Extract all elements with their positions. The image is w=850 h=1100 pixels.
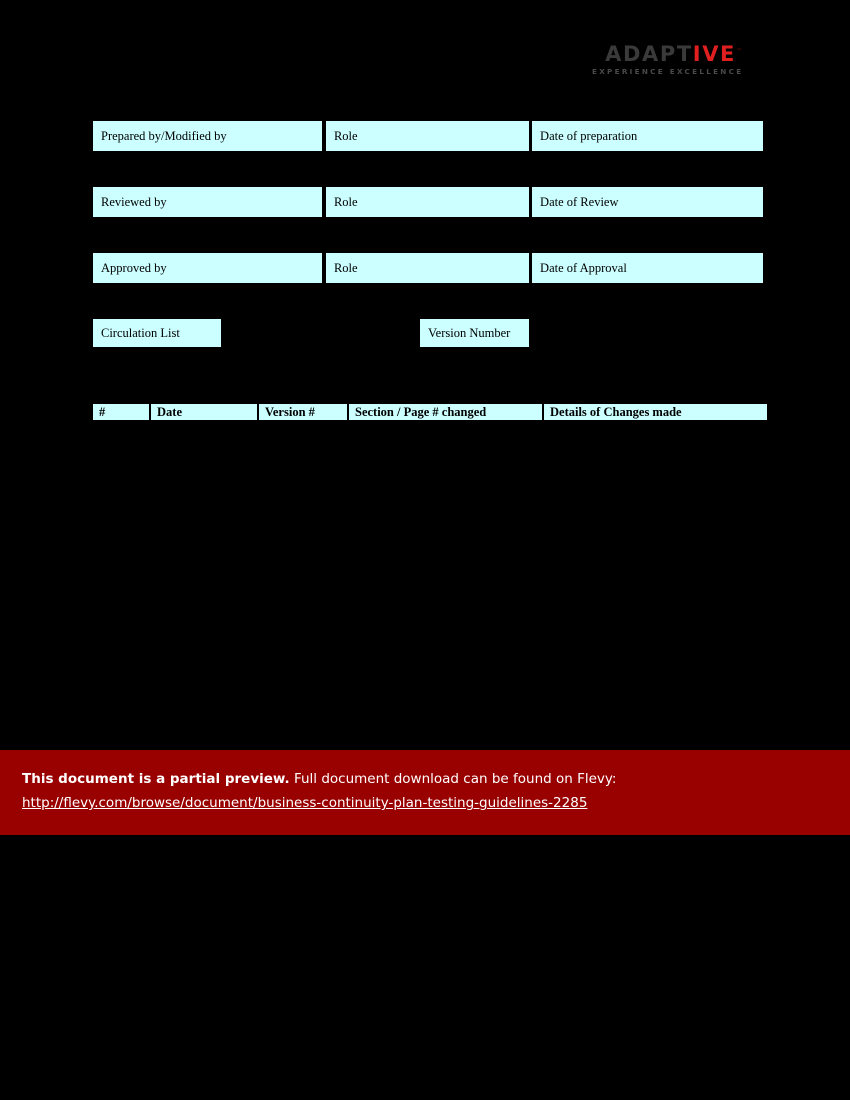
reviewed-by-row — [92, 186, 764, 218]
adaptive-logo — [592, 44, 742, 78]
change-log-header-details: Details of Changes made — [543, 403, 768, 421]
change-log-header-number: # — [92, 403, 150, 421]
prepared-by-role-cell[interactable]: Role — [325, 120, 530, 152]
banner-strong-text: This document is a partial preview. — [22, 771, 290, 787]
prepared-by-date-cell[interactable]: Date of preparation — [531, 120, 764, 152]
logo-tagline: EXPERIENCE EXCELLENCE — [592, 67, 744, 76]
banner-rest-text: Full document download can be found on Flevy: — [293, 771, 617, 787]
change-log-table — [92, 403, 768, 421]
flevy-document-link[interactable]: http://flevy.com/browse/document/business-continuity-plan-testing-guidelines-2285 — [22, 795, 588, 811]
logo-wordmark — [592, 44, 742, 65]
change-log-header-version: Version # — [258, 403, 348, 421]
trademark-symbol: ™ — [736, 48, 742, 55]
approved-by-name-cell[interactable]: Approved by — [92, 252, 323, 284]
change-log-header-section: Section / Page # changed — [348, 403, 543, 421]
circulation-list-box[interactable]: Circulation List — [92, 318, 222, 348]
reviewed-by-date-cell[interactable]: Date of Review — [531, 186, 764, 218]
version-number-box[interactable]: Version Number — [419, 318, 530, 348]
prepared-by-row — [92, 120, 764, 152]
change-log-header-date: Date — [150, 403, 258, 421]
prepared-by-name-cell[interactable]: Prepared by/Modified by — [92, 120, 323, 152]
approved-by-role-cell[interactable]: Role — [325, 252, 530, 284]
logo-word-ive: IVE — [692, 42, 736, 66]
reviewed-by-name-cell[interactable]: Reviewed by — [92, 186, 323, 218]
approved-by-date-cell[interactable]: Date of Approval — [531, 252, 764, 284]
preview-banner — [0, 750, 850, 835]
logo-word-adapt: ADAPT — [605, 42, 693, 66]
banner-message — [22, 769, 850, 789]
reviewed-by-role-cell[interactable]: Role — [325, 186, 530, 218]
approved-by-row — [92, 252, 764, 284]
